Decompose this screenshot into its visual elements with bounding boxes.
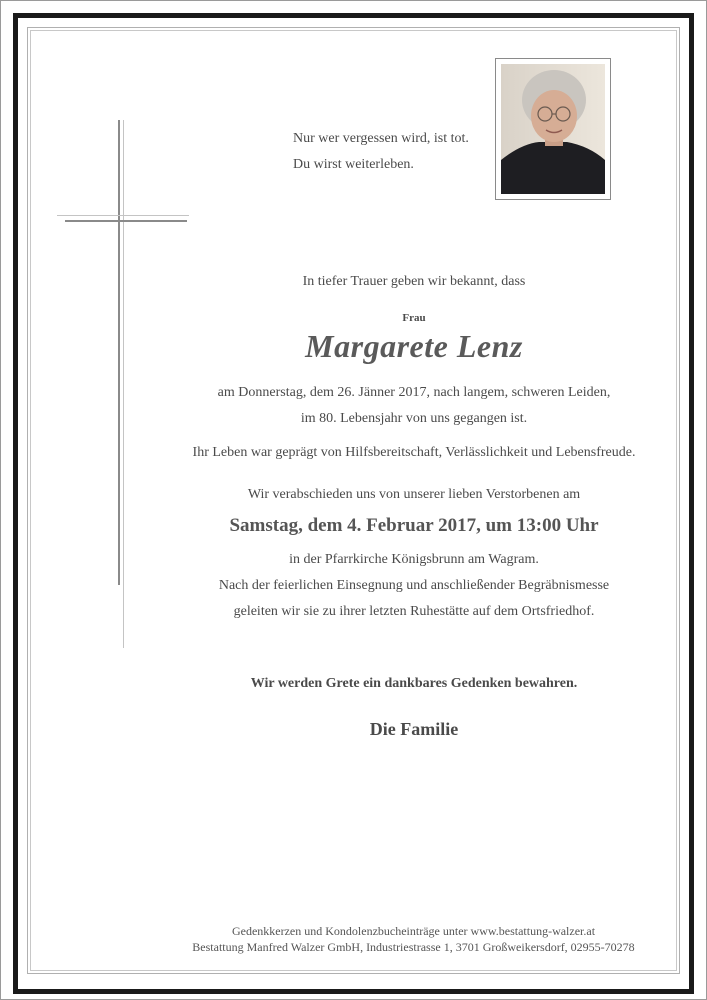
event-datetime: Samstag, dem 4. Februar 2017, um 13:00 Uhr xyxy=(229,515,599,536)
motto-line-1: Nur wer vergessen wird, ist tot. xyxy=(293,131,469,146)
portrait-image xyxy=(501,64,605,194)
cross-vertical-light xyxy=(123,120,124,648)
cross-horizontal-light xyxy=(57,215,189,216)
portrait-photo xyxy=(495,58,611,200)
deceased-name: Margarete Lenz xyxy=(305,328,523,364)
footer-line-1: Gedenkkerzen und Kondolenzbucheinträge unter www.bestattung-walzer.at xyxy=(231,924,596,938)
announcement: In tiefer Trauer geben wir bekannt, dass xyxy=(302,274,526,289)
death-line-1: am Donnerstag, dem 26. Jänner 2017, nach langem, schweren Leiden, xyxy=(217,385,611,400)
tribute: Ihr Leben war geprägt von Hilfsbereitschaft, Verlässlichkeit und Lebensfreude. xyxy=(192,445,636,460)
closing-statement: Wir werden Grete ein dankbares Gedenken bewahren. xyxy=(250,676,578,691)
ceremony-line-2: Nach der feierlichen Einsegnung und anschließender Begräbnismesse xyxy=(218,578,610,593)
footer-line-2: Bestattung Manfred Walzer GmbH, Industriestrasse 1, 3701 Großweikersdorf, 02955-70278 xyxy=(192,940,635,954)
cross-horizontal-dark xyxy=(65,220,187,222)
death-line-2: im 80. Lebensjahr von uns gegangen ist. xyxy=(300,411,528,426)
cross-vertical-dark xyxy=(118,120,120,585)
farewell-intro: Wir verabschieden uns von unserer lieben Verstorbenen am xyxy=(247,487,581,502)
salutation: Frau xyxy=(402,312,426,324)
ceremony-line-3: geleiten wir sie zu ihrer letzten Ruhestätte auf dem Ortsfriedhof. xyxy=(233,604,595,619)
signature: Die Familie xyxy=(369,719,459,739)
ceremony-line-1: in der Pfarrkirche Königsbrunn am Wagram. xyxy=(289,552,539,567)
motto-line-2: Du wirst weiterleben. xyxy=(293,157,414,172)
